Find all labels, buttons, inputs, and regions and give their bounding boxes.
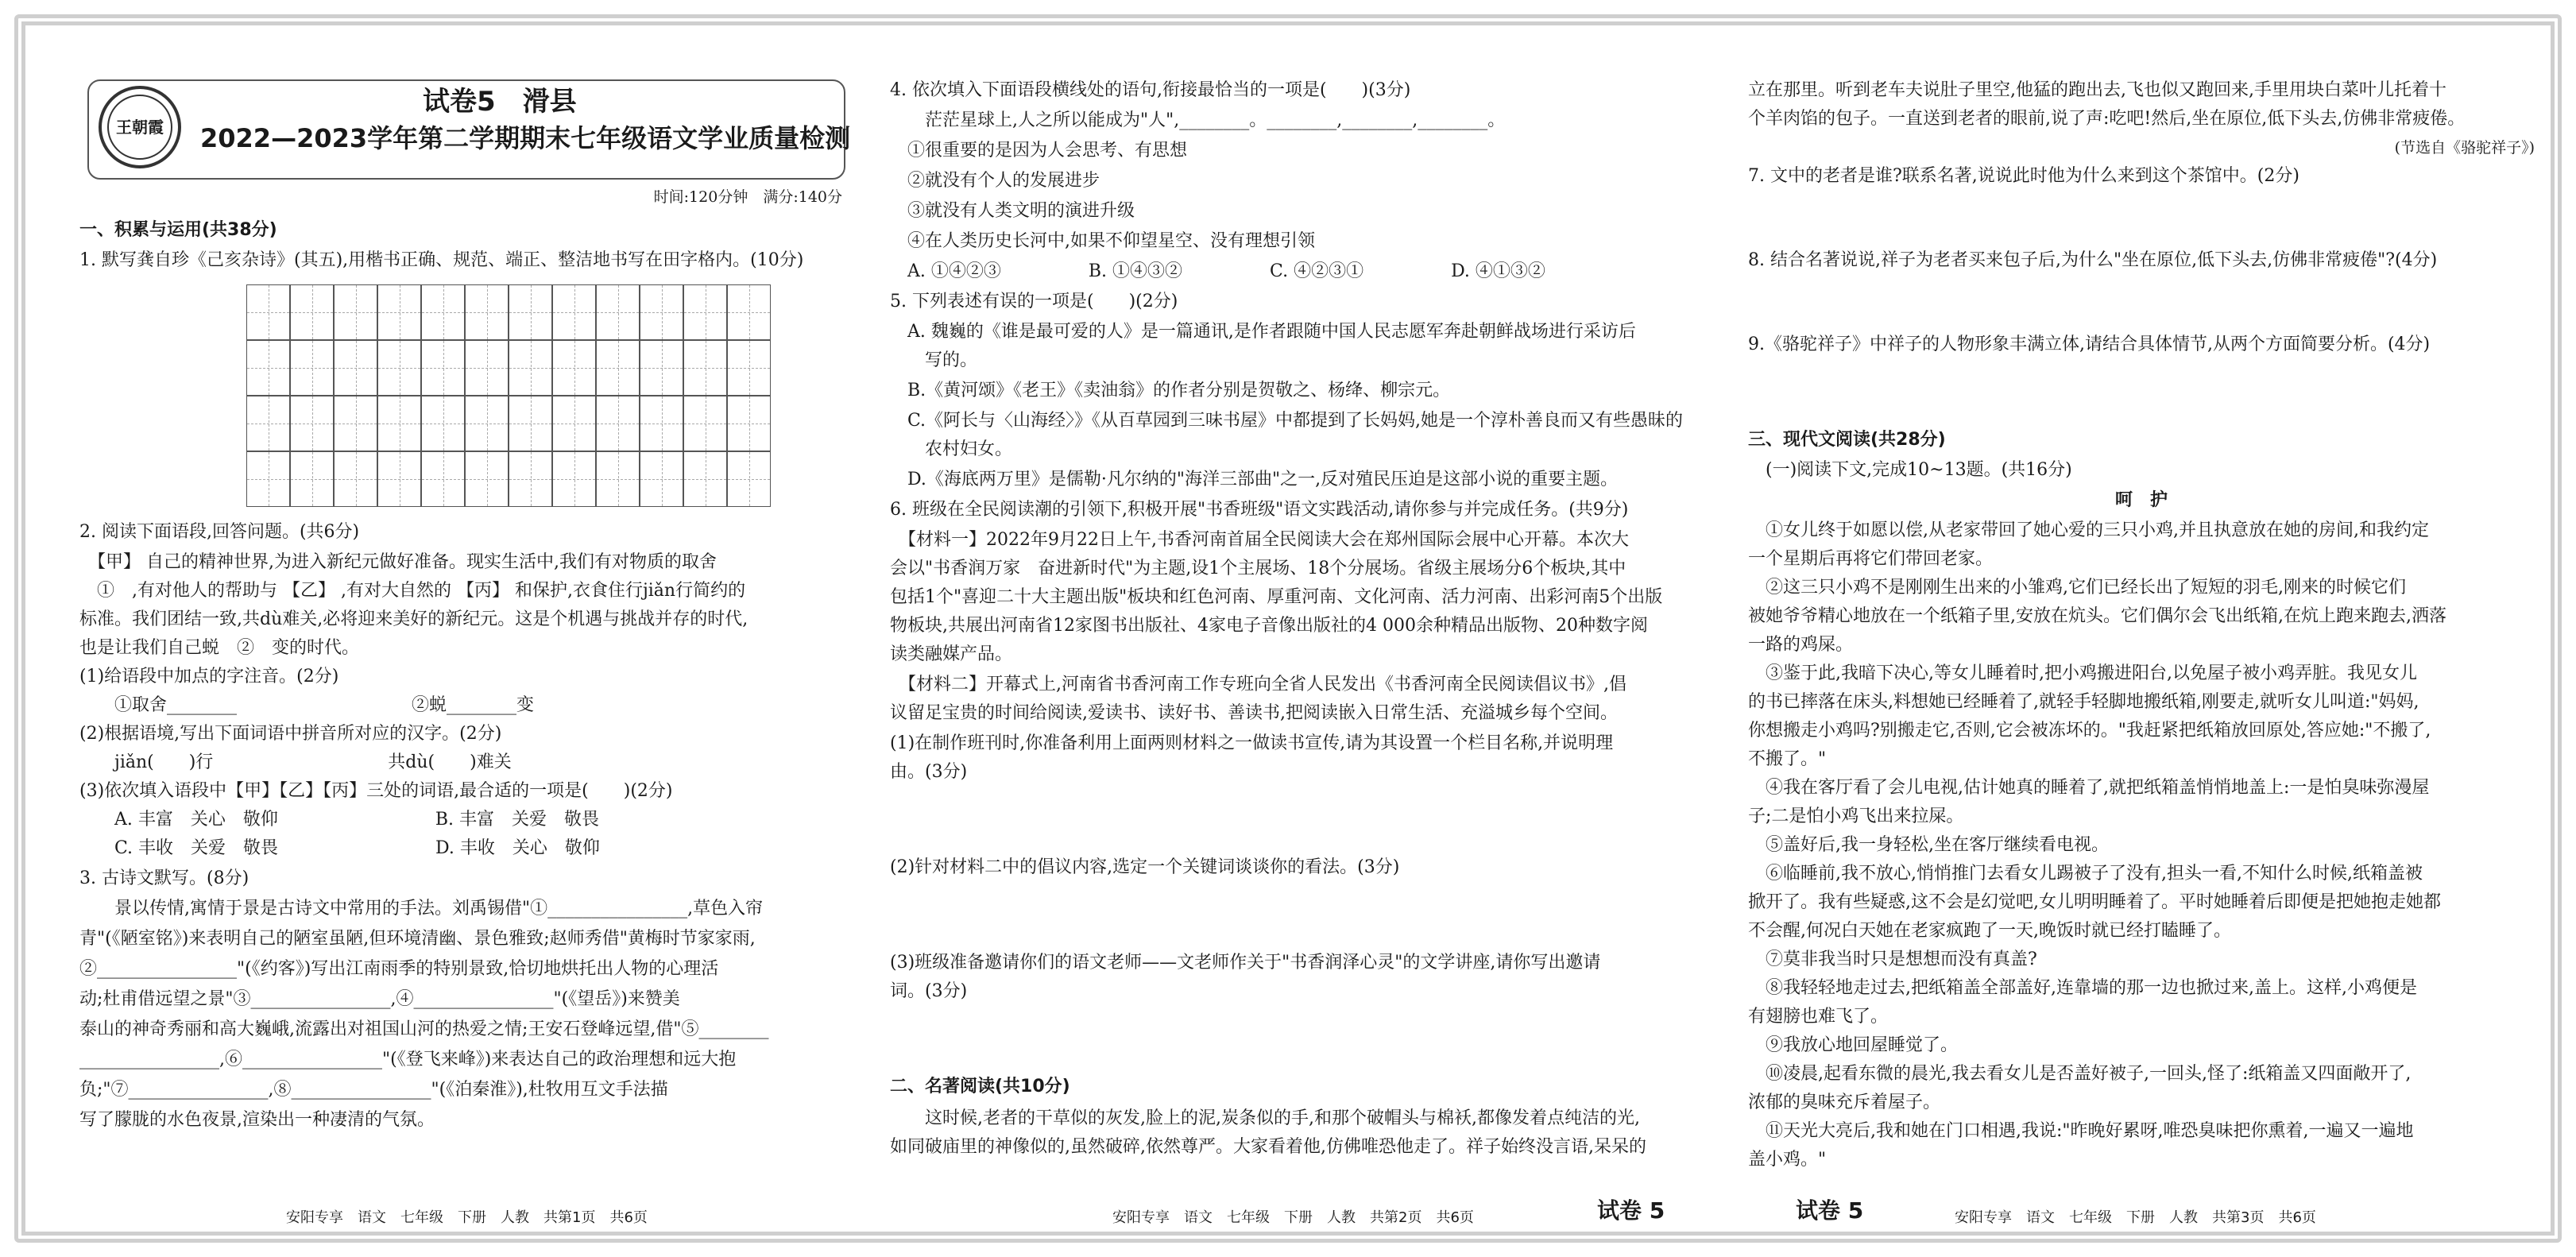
grid-cell[interactable] [334, 340, 377, 396]
grid-cell[interactable] [727, 451, 771, 507]
grid-cell[interactable] [640, 340, 683, 396]
passage-line: 标准。我们团结一致,共dù难关,必将迎来美好的新纪元。这是个机遇与挑战并存的时代, [79, 609, 748, 629]
section-heading: 三、现代文阅读(共28分) [1748, 430, 1946, 450]
grid-cell[interactable] [552, 451, 596, 507]
section-heading: 二、名著阅读(共10分) [890, 1077, 1070, 1096]
material-line: 包括1个"喜迎二十大主题出版"板块和红色河南、厚重河南、文化河南、活力河南、出彩河南5个出版 [890, 587, 1663, 607]
article-line: ④我在客厅看了会儿电视,估计她真的睡着了,就把纸箱盖悄悄地盖上:一是怕臭味弥漫屋 [1748, 778, 2430, 798]
article-line: 不搬了。" [1748, 749, 1827, 769]
sub-question: (3)依次填入语段中【甲】【乙】【丙】三处的词语,最合适的一项是( )(2分) [79, 781, 673, 801]
exam-tag: 试卷 5 [1796, 1197, 1864, 1224]
statement: ②就没有个人的发展进步 [890, 171, 1100, 191]
grid-cell[interactable] [377, 284, 421, 340]
grid-cell[interactable] [552, 284, 596, 340]
statement: ③就没有人类文明的演进升级 [890, 201, 1135, 221]
article-line: 的书已摔落在床头,料想她已经睡着了,就轻手轻脚地搬纸箱,刚要走,就听女儿叫道:"妈妈, [1748, 692, 2419, 712]
logo-seal: 王朝霞 [99, 86, 181, 168]
question-9: 9.《骆驼祥子》中祥子的人物形象丰满立体,请结合具体情节,从两个方面简要分析。(4分) [1748, 335, 2431, 354]
question-5: 5. 下列表述有误的一项是( )(2分) [890, 292, 1178, 311]
grid-cell[interactable] [596, 396, 640, 451]
question-6: 6. 班级在全民阅读潮的引领下,积极开展"书香班级"语文实践活动,请你参与并完成任务。(共9分) [890, 500, 1629, 520]
article-line: ⑧我轻轻地走过去,把纸箱盖全部盖好,连靠墙的那一边也掀过来,盖上。这样,小鸡便是 [1748, 978, 2417, 998]
grid-cell[interactable] [465, 451, 509, 507]
passage-line: 【甲】 自己的精神世界,为进入新纪元做好准备。现实生活中,我们有对物质的取舍 [79, 552, 717, 572]
grid-cell[interactable] [727, 340, 771, 396]
grid-cell[interactable] [683, 451, 727, 507]
sub-question: (2)针对材料二中的倡议内容,选定一个关键词谈谈你的看法。(3分) [890, 857, 1400, 877]
sub-question: 词。(3分) [890, 981, 968, 1001]
grid-cell[interactable] [683, 340, 727, 396]
grid-cell[interactable] [596, 451, 640, 507]
poem-line[interactable]: 动;杜甫借远望之景"③________________,④________________"(《望岳》)来赞美 [79, 989, 680, 1009]
option-d[interactable]: D.《海底两万里》是儒勒·凡尔纳的"海洋三部曲"之一,反对殖民压迫是这部小说的重要主题。 [890, 470, 1619, 489]
article-line: ⑨我放心地回屋睡觉了。 [1748, 1035, 1959, 1055]
page-footer: 安阳专享 语文 七年级 下册 人教 共第1页 共6页 [286, 1209, 648, 1226]
grid-cell[interactable] [290, 340, 334, 396]
grid-cell[interactable] [246, 284, 290, 340]
sub-question: (1)在制作班刊时,你准备利用上面两则材料之一做读书宣传,请为其设置一个栏目名称,并说明理 [890, 733, 1614, 753]
grid-cell[interactable] [640, 396, 683, 451]
exam-meta: 时间:120分钟 满分:140分 [653, 188, 842, 206]
grid-cell[interactable] [727, 396, 771, 451]
grid-cell[interactable] [421, 396, 465, 451]
article-line: ⑪天光大亮后,我和她在门口相遇,我说:"昨晚好累呀,唯恐臭味把你熏着,一遍又一遍地 [1748, 1121, 2414, 1141]
article-line: 不会醒,何况白天她在老家疯跑了一天,晚饭时就已经打瞌睡了。 [1748, 921, 2231, 941]
grid-cell[interactable] [290, 451, 334, 507]
poem-line[interactable]: 泰山的神奇秀丽和高大巍峨,流露出对祖国山河的热爱之情;王安石登峰远望,借"⑤________ [79, 1019, 769, 1039]
article-line: 有翅膀也难飞了。 [1748, 1007, 1889, 1027]
question-2: 2. 阅读下面语段,回答问题。(共6分) [79, 522, 360, 542]
option-b[interactable]: B.《黄河颂》《老王》《卖油翁》的作者分别是贺敬之、杨绛、柳宗元。 [890, 381, 1451, 400]
page-3 [1748, 32, 2535, 1226]
article-title: 呵 护 [2114, 490, 2168, 510]
article-line: ③鉴于此,我暗下决心,等女儿睡着时,把小鸡搬进阳台,以免屋子被小鸡弄脏。我见女儿 [1748, 663, 2417, 683]
page-2 [890, 32, 1700, 1226]
grid-cell[interactable] [246, 340, 290, 396]
option-row[interactable]: A. ①④②③ B. ①④③② C. ④②③① D. ④①③② [890, 261, 1545, 281]
statement: ①很重要的是因为人会思考、有思想 [890, 141, 1188, 161]
material-line: 物板块,共展出河南省12家图书出版社、4家电子音像出版社的4 000余种精品出版物、20种数字阅 [890, 616, 1648, 636]
article-line: ⑦莫非我当时只是想想而没有真盖? [1748, 950, 2037, 969]
excerpt-line: 这时候,老者的干草似的灰发,脸上的泥,炭条似的手,和那个破帽头与棉袄,都像发着点纯洁的光, [890, 1108, 1640, 1128]
sub-question: (3)班级准备邀请你们的语文老师——文老师作关于"书香润泽心灵"的文学讲座,请你写出邀请 [890, 953, 1601, 973]
grid-cell[interactable] [334, 451, 377, 507]
question-4: 4. 依次填入下面语段横线处的语句,衔接最恰当的一项是( )(3分) [890, 80, 1411, 100]
article-line: 盖小鸡。" [1748, 1150, 1827, 1170]
grid-cell[interactable] [377, 451, 421, 507]
article-line: ⑤盖好后,我一身轻松,坐在客厅继续看电视。 [1748, 835, 2109, 855]
grid-cell[interactable] [246, 451, 290, 507]
question-3: 3. 古诗文默写。(8分) [79, 868, 249, 888]
grid-cell[interactable] [683, 396, 727, 451]
excerpt-line: 立在那里。听到老车夫说肚子里空,他猛的跑出去,飞也似又跑回来,手里用块白菜叶儿托着十 [1748, 80, 2446, 100]
sub-question: (2)根据语境,写出下面词语中拼音所对应的汉字。(2分) [79, 724, 502, 744]
section-heading: 一、积累与运用(共38分) [79, 220, 277, 240]
grid-cell[interactable] [377, 340, 421, 396]
grid-cell[interactable] [246, 396, 290, 451]
exam-subtitle: 2022—2023学年第二学期期末七年级语文学业质量检测 [200, 123, 851, 153]
sub-question[interactable]: jiǎn( )行 共dù( )难关 [79, 752, 512, 772]
passage-line[interactable]: 茫茫星球上,人之所以能成为"人",________。________,________,________。 [890, 110, 1506, 130]
article-line: 你想搬走小鸡吗?别搬走它,否则,它会被冻坏的。"我赶紧把纸箱放回原处,答应她:"不搬了, [1748, 721, 2431, 741]
exam-title: 试卷5 滑县 [423, 86, 577, 118]
grid-cell[interactable] [465, 396, 509, 451]
option-a[interactable]: A. 魏巍的《谁是最可爱的人》是一篇通讯,是作者跟随中国人民志愿军奔赴朝鲜战场进行采访后 [890, 322, 1636, 342]
poem-line[interactable]: ________________,⑥________________"(《登飞来峰》)来表达自己的政治理想和远大抱 [79, 1050, 737, 1069]
grid-cell[interactable] [509, 284, 552, 340]
material-line: 读类融媒产品。 [890, 644, 1013, 664]
material-line: 【材料二】开幕式上,河南省书香河南工作专班向全省人民发出《书香河南全民阅读倡议书》,倡 [890, 675, 1626, 694]
writing-grid[interactable] [246, 284, 771, 507]
poem-line[interactable]: 景以传情,寓情于景是古诗文中常用的手法。刘禹锡借"①________________,草色入帘 [79, 899, 764, 919]
article-line: ⑩凌晨,起看东微的晨光,我去看女儿是否盖好被子,一回头,怪了:纸箱盖又四面敞开了, [1748, 1064, 2412, 1084]
option-c[interactable]: C.《阿长与〈山海经〉》《从百草园到三味书屋》中都提到了长妈妈,她是一个淳朴善良而又有些愚昧的 [890, 411, 1684, 431]
grid-cell[interactable] [640, 451, 683, 507]
material-line: 议留足宝贵的时间给阅读,爱读书、读好书、善读书,把阅读嵌入日常生活、充溢城乡每个空间。 [890, 703, 1618, 723]
exam-tag: 试卷 5 [1597, 1197, 1665, 1224]
page-1 [79, 32, 890, 1226]
article-line: 浓郁的臭味充斥着屋子。 [1748, 1093, 1941, 1112]
poem-line: 青"(《陋室铭》)来表明自己的陋室虽陋,但环境清幽、景色雅致;赵师秀借"黄梅时节家家雨, [79, 929, 756, 949]
article-line: 一个星期后再将它们带回老家。 [1748, 549, 1994, 569]
grid-cell[interactable] [552, 396, 596, 451]
sub-question: (1)给语段中加点的字注音。(2分) [79, 667, 339, 687]
poem-line[interactable]: 负;"⑦________________,⑧________________"(《泊秦淮》),杜牧用互文手法描 [79, 1080, 668, 1100]
passage-line: 也是让我们自己蜕 ② 变的时代。 [79, 638, 360, 658]
grid-cell[interactable] [334, 284, 377, 340]
grid-cell[interactable] [509, 340, 552, 396]
exam-header [87, 79, 851, 180]
grid-cell[interactable] [290, 396, 334, 451]
option-c-cont: 农村妇女。 [890, 439, 1013, 459]
article-line: 一路的鸡屎。 [1748, 635, 1854, 655]
poem-line: 写了朦胧的水色夜景,渲染出一种凄清的气氛。 [79, 1110, 435, 1130]
question-1: 1. 默写龚自珍《己亥杂诗》(其五),用楷书正确、规范、端正、整洁地书写在田字格内。(10分) [79, 250, 804, 270]
article-line: 子;二是怕小鸡飞出来拉屎。 [1748, 806, 1964, 826]
option-a-cont: 写的。 [890, 350, 978, 370]
grid-cell[interactable] [465, 340, 509, 396]
passage-line: ① ,有对他人的帮助与 【乙】 ,有对大自然的 【丙】 和保护,衣食住行jiǎn行简约的 [79, 581, 746, 601]
article-line: ⑥临睡前,我不放心,悄悄推门去看女儿踢被子了没有,担头一看,不知什么时候,纸箱盖被 [1748, 864, 2423, 884]
article-line: 掀开了。我有些疑惑,这不会是幻觉吧,女儿明明睡着了。平时她睡着后即便是把她抱走她都 [1748, 892, 2441, 912]
grid-cell[interactable] [465, 284, 509, 340]
grid-cell[interactable] [683, 284, 727, 340]
sub-question[interactable]: ①取舍________ ②蜕________变 [79, 695, 535, 715]
grid-cell[interactable] [552, 340, 596, 396]
excerpt-source: (节选自《骆驼祥子》) [2394, 139, 2535, 157]
grid-cell[interactable] [421, 340, 465, 396]
grid-cell[interactable] [377, 396, 421, 451]
grid-cell[interactable] [290, 284, 334, 340]
poem-line[interactable]: ②________________"(《约客》)写出江南雨季的特别景致,恰切地烘托出人物的心理活 [79, 959, 719, 979]
excerpt-line: 如同破庙里的神像似的,虽然破碎,依然尊严。大家看着他,仿佛唯恐他走了。祥子始终没言语,呆呆的 [890, 1137, 1646, 1157]
article-line: ②这三只小鸡不是刚刚生出来的小雏鸡,它们已经长出了短短的羽毛,刚来的时候它们 [1748, 578, 2406, 598]
statement: ④在人类历史长河中,如果不仰望星空、没有理想引领 [890, 231, 1315, 251]
grid-cell[interactable] [727, 284, 771, 340]
grid-cell[interactable] [596, 340, 640, 396]
page-footer: 安阳专享 语文 七年级 下册 人教 共第3页 共6页 [1955, 1209, 2316, 1226]
grid-cell[interactable] [421, 451, 465, 507]
article-line: 被她爷爷精心地放在一个纸箱子里,安放在炕头。它们偶尔会飞出纸箱,在炕上跑来跑去,洒落 [1748, 606, 2446, 626]
grid-cell[interactable] [509, 396, 552, 451]
sub-question: 由。(3分) [890, 762, 968, 782]
grid-cell[interactable] [596, 284, 640, 340]
option-row[interactable]: A. 丰富 关心 敬仰 B. 丰富 关爱 敬畏 [79, 810, 600, 830]
material-line: 【材料一】2022年9月22日上午,书香河南首届全民阅读大会在郑州国际会展中心开幕。本次大 [890, 530, 1629, 550]
grid-cell[interactable] [334, 396, 377, 451]
page-footer: 安阳专享 语文 七年级 下册 人教 共第2页 共6页 [1112, 1209, 1474, 1226]
question-8: 8. 结合名著说说,祥子为老者买来包子后,为什么"坐在原位,低下头去,仿佛非常疲倦"?(4分) [1748, 250, 2438, 270]
article-line: ①女儿终于如愿以偿,从老家带回了她心爱的三只小鸡,并且执意放在她的房间,和我约定 [1748, 520, 2429, 540]
grid-cell[interactable] [640, 284, 683, 340]
grid-cell[interactable] [421, 284, 465, 340]
option-row[interactable]: C. 丰收 关爱 敬畏 D. 丰收 关心 敬仰 [79, 838, 600, 858]
excerpt-line: 个羊肉馅的包子。一直送到老者的眼前,说了声:吃吧!然后,坐在原位,低下头去,仿佛非常疲倦。 [1748, 109, 2466, 129]
question-7: 7. 文中的老者是谁?联系名著,说说此时他为什么来到这个茶馆中。(2分) [1748, 166, 2299, 186]
grid-cell[interactable] [509, 451, 552, 507]
reading-intro: (一)阅读下文,完成10~13题。(共16分) [1748, 460, 2072, 480]
material-line: 会以"书香润万家 奋进新时代"为主题,设1个主展场、18个分展场。省级主展场分6个板块,其中 [890, 559, 1626, 578]
